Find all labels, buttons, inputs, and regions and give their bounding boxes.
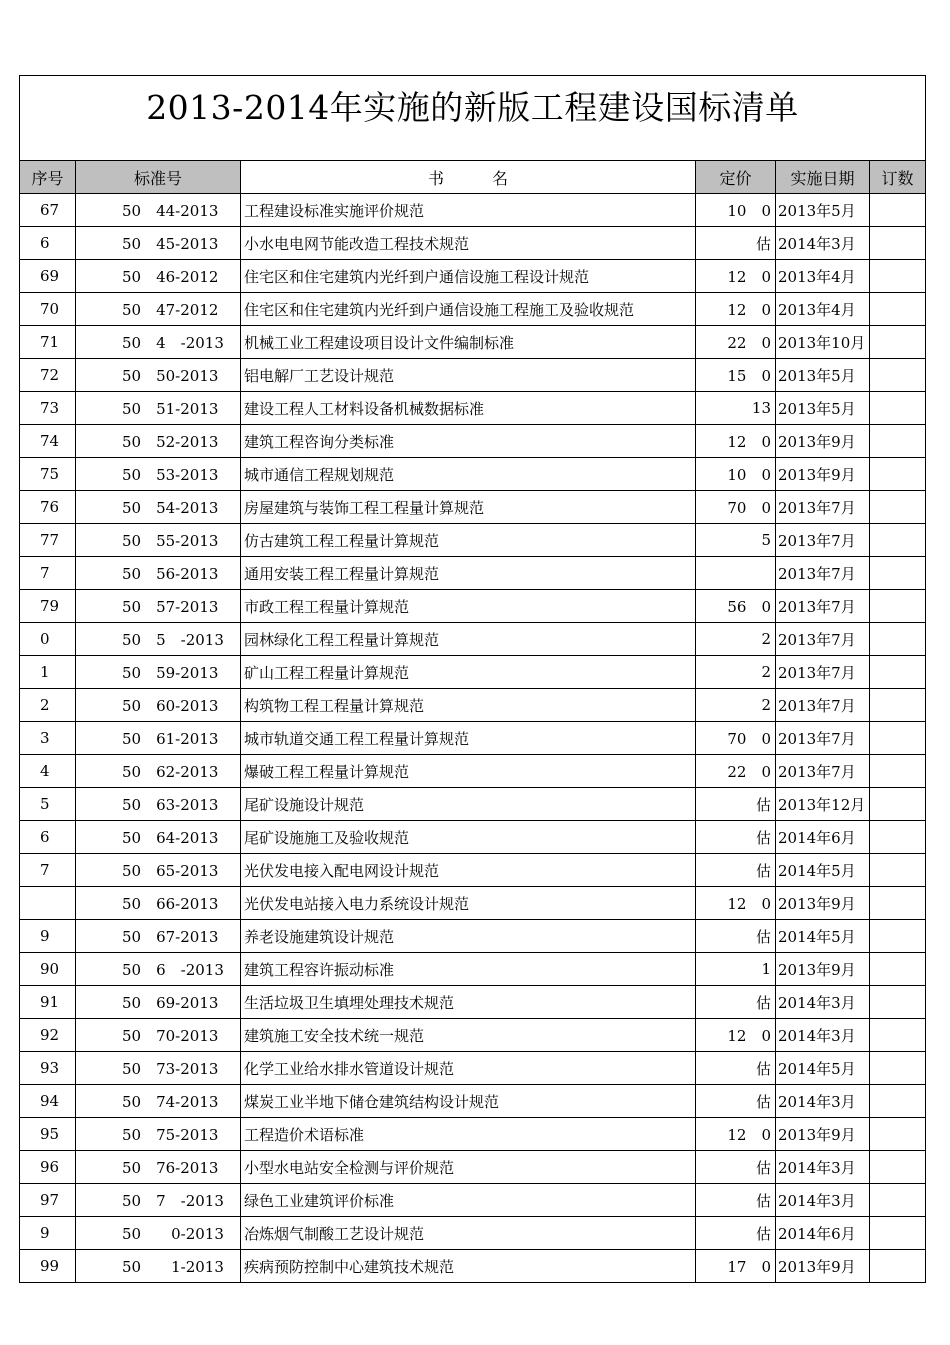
cell-book: 小水电电网节能改造工程技术规范 — [241, 227, 696, 260]
table-row — [20, 920, 926, 953]
header-row — [20, 161, 926, 194]
cell-book: 住宅区和住宅建筑内光纤到户通信设施工程施工及验收规范 — [241, 293, 696, 326]
cell-order[interactable] — [870, 1019, 926, 1052]
cell-seq: 6 — [20, 821, 76, 854]
cell-std: 50 70-2013 — [76, 1019, 241, 1052]
cell-seq: 3 — [20, 722, 76, 755]
cell-seq: 9 — [20, 920, 76, 953]
header-seq: 序号 — [20, 161, 76, 194]
table-row — [20, 656, 926, 689]
cell-order[interactable] — [870, 755, 926, 788]
cell-price: 70 0 — [696, 722, 776, 755]
cell-std: 50 0-2013 — [76, 1217, 241, 1250]
cell-price: 估 — [696, 986, 776, 1019]
cell-price: 估 — [696, 227, 776, 260]
cell-date: 2013年9月 — [776, 458, 870, 491]
cell-price: 估 — [696, 1217, 776, 1250]
cell-date: 2013年10月 — [776, 326, 870, 359]
cell-price: 13 — [696, 392, 776, 425]
cell-date: 2013年5月 — [776, 392, 870, 425]
cell-price — [696, 557, 776, 590]
table-row — [20, 887, 926, 920]
cell-price: 56 0 — [696, 590, 776, 623]
cell-std: 50 52-2013 — [76, 425, 241, 458]
cell-price: 15 0 — [696, 359, 776, 392]
cell-price: 22 0 — [696, 755, 776, 788]
cell-seq: 90 — [20, 953, 76, 986]
cell-order[interactable] — [870, 557, 926, 590]
cell-std: 50 66-2013 — [76, 887, 241, 920]
cell-std: 50 73-2013 — [76, 1052, 241, 1085]
cell-std: 50 7 -2013 — [76, 1184, 241, 1217]
cell-date: 2013年7月 — [776, 491, 870, 524]
cell-std: 50 51-2013 — [76, 392, 241, 425]
cell-date: 2013年5月 — [776, 359, 870, 392]
cell-date: 2013年9月 — [776, 1250, 870, 1283]
cell-date: 2013年5月 — [776, 194, 870, 227]
cell-seq: 75 — [20, 458, 76, 491]
table-row — [20, 557, 926, 590]
cell-std: 50 46-2012 — [76, 260, 241, 293]
cell-std: 50 69-2013 — [76, 986, 241, 1019]
table-row — [20, 788, 926, 821]
cell-book: 尾矿设施设计规范 — [241, 788, 696, 821]
cell-seq: 2 — [20, 689, 76, 722]
cell-std: 50 54-2013 — [76, 491, 241, 524]
cell-price: 2 — [696, 689, 776, 722]
cell-price: 22 0 — [696, 326, 776, 359]
table-row — [20, 722, 926, 755]
cell-std: 50 76-2013 — [76, 1151, 241, 1184]
cell-order[interactable] — [870, 1217, 926, 1250]
cell-seq: 4 — [20, 755, 76, 788]
cell-std: 50 59-2013 — [76, 656, 241, 689]
cell-price: 估 — [696, 1184, 776, 1217]
cell-price: 70 0 — [696, 491, 776, 524]
cell-order[interactable] — [870, 194, 926, 227]
cell-std: 50 62-2013 — [76, 755, 241, 788]
cell-order[interactable] — [870, 260, 926, 293]
cell-book: 光伏发电站接入电力系统设计规范 — [241, 887, 696, 920]
cell-order[interactable] — [870, 623, 926, 656]
cell-date: 2014年3月 — [776, 227, 870, 260]
cell-std: 50 47-2012 — [76, 293, 241, 326]
cell-seq: 96 — [20, 1151, 76, 1184]
cell-book: 机械工业工程建设项目设计文件编制标准 — [241, 326, 696, 359]
cell-std: 50 61-2013 — [76, 722, 241, 755]
cell-price: 12 0 — [696, 1019, 776, 1052]
cell-order[interactable] — [870, 887, 926, 920]
cell-seq: 9 — [20, 1217, 76, 1250]
cell-price: 1 — [696, 953, 776, 986]
cell-date: 2014年5月 — [776, 854, 870, 887]
cell-book: 建筑工程容许振动标准 — [241, 953, 696, 986]
cell-order[interactable] — [870, 326, 926, 359]
cell-order[interactable] — [870, 821, 926, 854]
cell-seq: 74 — [20, 425, 76, 458]
cell-std: 50 50-2013 — [76, 359, 241, 392]
table-row — [20, 326, 926, 359]
header-date: 实施日期 — [776, 161, 870, 194]
cell-seq: 79 — [20, 590, 76, 623]
cell-order[interactable] — [870, 293, 926, 326]
table-row — [20, 689, 926, 722]
cell-seq: 7 — [20, 557, 76, 590]
cell-seq: 71 — [20, 326, 76, 359]
cell-std: 50 60-2013 — [76, 689, 241, 722]
cell-date: 2014年5月 — [776, 920, 870, 953]
cell-date: 2013年7月 — [776, 524, 870, 557]
header-price: 定价 — [696, 161, 776, 194]
cell-book: 生活垃圾卫生填埋处理技术规范 — [241, 986, 696, 1019]
cell-price: 估 — [696, 788, 776, 821]
table-row — [20, 260, 926, 293]
cell-book: 城市通信工程规划规范 — [241, 458, 696, 491]
cell-std: 50 44-2013 — [76, 194, 241, 227]
cell-seq: 93 — [20, 1052, 76, 1085]
cell-seq: 69 — [20, 260, 76, 293]
cell-book: 尾矿设施施工及验收规范 — [241, 821, 696, 854]
cell-order[interactable] — [870, 227, 926, 260]
cell-seq: 97 — [20, 1184, 76, 1217]
cell-order[interactable] — [870, 788, 926, 821]
cell-order[interactable] — [870, 854, 926, 887]
cell-order[interactable] — [870, 590, 926, 623]
table-row — [20, 1085, 926, 1118]
cell-book: 园林绿化工程工程量计算规范 — [241, 623, 696, 656]
cell-seq: 1 — [20, 656, 76, 689]
cell-std: 50 53-2013 — [76, 458, 241, 491]
cell-date: 2014年3月 — [776, 1184, 870, 1217]
cell-seq: 94 — [20, 1085, 76, 1118]
cell-order[interactable] — [870, 986, 926, 1019]
header-order: 订数 — [870, 161, 926, 194]
cell-date: 2013年7月 — [776, 656, 870, 689]
cell-order[interactable] — [870, 425, 926, 458]
cell-book: 建设工程人工材料设备机械数据标准 — [241, 392, 696, 425]
cell-std: 50 55-2013 — [76, 524, 241, 557]
cell-book: 疾病预防控制中心建筑技术规范 — [241, 1250, 696, 1283]
cell-book: 化学工业给水排水管道设计规范 — [241, 1052, 696, 1085]
table-row — [20, 1151, 926, 1184]
cell-date: 2013年12月 — [776, 788, 870, 821]
cell-seq: 6 — [20, 227, 76, 260]
table-row — [20, 359, 926, 392]
cell-price: 2 — [696, 656, 776, 689]
cell-order[interactable] — [870, 953, 926, 986]
cell-book: 市政工程工程量计算规范 — [241, 590, 696, 623]
cell-date: 2013年9月 — [776, 887, 870, 920]
cell-book: 绿色工业建筑评价标准 — [241, 1184, 696, 1217]
title-row — [20, 76, 926, 161]
cell-book: 仿古建筑工程工程量计算规范 — [241, 524, 696, 557]
cell-seq: 95 — [20, 1118, 76, 1151]
table-row — [20, 1217, 926, 1250]
cell-seq: 99 — [20, 1250, 76, 1283]
cell-order[interactable] — [870, 920, 926, 953]
table-row — [20, 986, 926, 1019]
cell-order[interactable] — [870, 1118, 926, 1151]
cell-book: 通用安装工程工程量计算规范 — [241, 557, 696, 590]
cell-seq: 67 — [20, 194, 76, 227]
cell-std: 50 74-2013 — [76, 1085, 241, 1118]
cell-date: 2013年7月 — [776, 557, 870, 590]
table-row — [20, 953, 926, 986]
cell-price: 2 — [696, 623, 776, 656]
cell-price: 估 — [696, 1052, 776, 1085]
cell-std: 50 65-2013 — [76, 854, 241, 887]
cell-price: 估 — [696, 821, 776, 854]
cell-seq: 76 — [20, 491, 76, 524]
cell-book: 光伏发电接入配电网设计规范 — [241, 854, 696, 887]
cell-book: 小型水电站安全检测与评价规范 — [241, 1151, 696, 1184]
cell-std: 50 6 -2013 — [76, 953, 241, 986]
table-row — [20, 1184, 926, 1217]
cell-price: 12 0 — [696, 1118, 776, 1151]
table-row — [20, 227, 926, 260]
cell-date: 2013年4月 — [776, 260, 870, 293]
cell-seq: 73 — [20, 392, 76, 425]
cell-price: 12 0 — [696, 260, 776, 293]
cell-std: 50 4 -2013 — [76, 326, 241, 359]
cell-order[interactable] — [870, 458, 926, 491]
cell-date: 2013年7月 — [776, 755, 870, 788]
table-row — [20, 1052, 926, 1085]
cell-order[interactable] — [870, 689, 926, 722]
cell-price: 估 — [696, 854, 776, 887]
cell-price: 12 0 — [696, 887, 776, 920]
table-row — [20, 458, 926, 491]
cell-date: 2013年7月 — [776, 689, 870, 722]
cell-book: 建筑工程咨询分类标准 — [241, 425, 696, 458]
cell-date: 2013年7月 — [776, 722, 870, 755]
cell-std: 50 56-2013 — [76, 557, 241, 590]
cell-date: 2014年6月 — [776, 821, 870, 854]
cell-order[interactable] — [870, 1052, 926, 1085]
table-row — [20, 491, 926, 524]
cell-date: 2014年3月 — [776, 1151, 870, 1184]
cell-std: 50 67-2013 — [76, 920, 241, 953]
cell-order[interactable] — [870, 1184, 926, 1217]
cell-order[interactable] — [870, 722, 926, 755]
cell-date: 2014年6月 — [776, 1217, 870, 1250]
table-row — [20, 1250, 926, 1283]
cell-date: 2013年4月 — [776, 293, 870, 326]
cell-price: 12 0 — [696, 293, 776, 326]
cell-std: 50 45-2013 — [76, 227, 241, 260]
cell-book: 建筑施工安全技术统一规范 — [241, 1019, 696, 1052]
cell-book: 铝电解厂工艺设计规范 — [241, 359, 696, 392]
cell-price: 5 — [696, 524, 776, 557]
cell-seq: 70 — [20, 293, 76, 326]
cell-seq: 5 — [20, 788, 76, 821]
cell-order[interactable] — [870, 1250, 926, 1283]
page-title: 2013-2014年实施的新版工程建设国标清单 — [20, 76, 926, 161]
cell-order[interactable] — [870, 1085, 926, 1118]
cell-date: 2013年9月 — [776, 1118, 870, 1151]
table-row — [20, 821, 926, 854]
cell-date: 2014年3月 — [776, 1019, 870, 1052]
standards-table — [19, 75, 926, 1283]
cell-date: 2013年9月 — [776, 425, 870, 458]
cell-book: 住宅区和住宅建筑内光纤到户通信设施工程设计规范 — [241, 260, 696, 293]
table-row — [20, 293, 926, 326]
cell-seq: 7 — [20, 854, 76, 887]
cell-date: 2014年5月 — [776, 1052, 870, 1085]
cell-std: 50 64-2013 — [76, 821, 241, 854]
cell-std: 50 5 -2013 — [76, 623, 241, 656]
table-row — [20, 524, 926, 557]
cell-date: 2013年7月 — [776, 623, 870, 656]
cell-book: 煤炭工业半地下储仓建筑结构设计规范 — [241, 1085, 696, 1118]
cell-order[interactable] — [870, 656, 926, 689]
header-book: 书 名 — [241, 161, 696, 194]
cell-book: 爆破工程工程量计算规范 — [241, 755, 696, 788]
cell-order[interactable] — [870, 1151, 926, 1184]
cell-price: 估 — [696, 920, 776, 953]
cell-order[interactable] — [870, 359, 926, 392]
table-row — [20, 425, 926, 458]
cell-book: 矿山工程工程量计算规范 — [241, 656, 696, 689]
cell-book: 工程造价术语标准 — [241, 1118, 696, 1151]
cell-seq: 77 — [20, 524, 76, 557]
cell-seq: 92 — [20, 1019, 76, 1052]
cell-date: 2014年3月 — [776, 1085, 870, 1118]
cell-order[interactable] — [870, 491, 926, 524]
cell-std: 50 57-2013 — [76, 590, 241, 623]
cell-seq: 72 — [20, 359, 76, 392]
cell-order[interactable] — [870, 392, 926, 425]
cell-price: 10 0 — [696, 458, 776, 491]
table-row — [20, 1118, 926, 1151]
cell-date: 2014年3月 — [776, 986, 870, 1019]
cell-date: 2013年9月 — [776, 953, 870, 986]
cell-order[interactable] — [870, 524, 926, 557]
cell-book: 城市轨道交通工程工程量计算规范 — [241, 722, 696, 755]
cell-std: 50 1-2013 — [76, 1250, 241, 1283]
table-row — [20, 1019, 926, 1052]
cell-book: 构筑物工程工程量计算规范 — [241, 689, 696, 722]
table-row — [20, 755, 926, 788]
cell-book: 工程建设标准实施评价规范 — [241, 194, 696, 227]
table-row — [20, 590, 926, 623]
cell-price: 17 0 — [696, 1250, 776, 1283]
table-row — [20, 623, 926, 656]
cell-price: 估 — [696, 1085, 776, 1118]
cell-book: 养老设施建筑设计规范 — [241, 920, 696, 953]
cell-book: 房屋建筑与装饰工程工程量计算规范 — [241, 491, 696, 524]
cell-std: 50 63-2013 — [76, 788, 241, 821]
table-row — [20, 194, 926, 227]
cell-seq: 0 — [20, 623, 76, 656]
cell-price: 10 0 — [696, 194, 776, 227]
cell-std: 50 75-2013 — [76, 1118, 241, 1151]
table-row — [20, 854, 926, 887]
cell-seq — [20, 887, 76, 920]
header-std: 标准号 — [76, 161, 241, 194]
cell-book: 冶炼烟气制酸工艺设计规范 — [241, 1217, 696, 1250]
cell-price: 估 — [696, 1151, 776, 1184]
table-row — [20, 392, 926, 425]
cell-date: 2013年7月 — [776, 590, 870, 623]
cell-seq: 91 — [20, 986, 76, 1019]
cell-price: 12 0 — [696, 425, 776, 458]
